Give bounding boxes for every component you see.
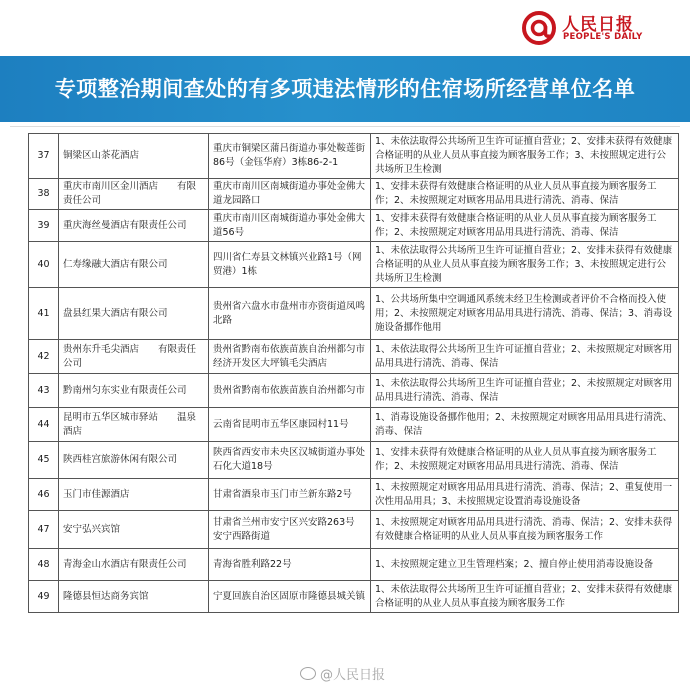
document-sheet [10, 126, 680, 691]
header-bar [0, 0, 690, 50]
row-number: 45 [29, 442, 59, 479]
row-number: 43 [29, 374, 59, 408]
row-number: 38 [29, 179, 59, 210]
brand-name-en: PEOPLE'S DAILY [563, 32, 643, 42]
row-number: 46 [29, 479, 59, 511]
page-title: 专项整治期间查处的有多项违法情形的住宿场所经营单位名单 [54, 77, 636, 101]
row-number: 40 [29, 242, 59, 288]
weibo-icon [300, 667, 316, 680]
business-name: 安宁弘兴宾馆 [59, 511, 209, 549]
table-row [29, 242, 679, 288]
business-name: 贵州东升毛尖酒店 有限责任公司 [59, 340, 209, 374]
table-row [29, 374, 679, 408]
business-address: 陕西省西安市未央区汉城街道办事处石化大道18号 [209, 442, 371, 479]
table-row [29, 511, 679, 549]
violations-text: 1、未依法取得公共场所卫生许可证擅自营业；2、安排未获得有效健康合格证明的从业人员从事直接为顾客服务工作；3、未按照规定进行公共场所卫生检测 [371, 242, 679, 288]
table-row [29, 340, 679, 374]
violations-text: 1、安排未获得有效健康合格证明的从业人员从事直接为顾客服务工作；2、未按照规定对顾客用品用具进行清洗、消毒、保洁 [371, 442, 679, 479]
table-row [29, 408, 679, 442]
business-name: 仁寿缘融大酒店有限公司 [59, 242, 209, 288]
brand-name-cn: 人民日报 [562, 15, 634, 35]
business-address: 甘肃省酒泉市玉门市兰新东路2号 [209, 479, 371, 511]
business-address: 宁夏回族自治区固原市隆德县城关镇 [209, 581, 371, 613]
violations-text: 1、未按照规定建立卫生管理档案；2、擅自停止使用消毒设施设备 [371, 549, 679, 581]
business-name: 重庆海丝曼酒店有限责任公司 [59, 210, 209, 242]
violations-text: 1、安排未获得有效健康合格证明的从业人员从事直接为顾客服务工作；2、未按照规定对顾客用品用具进行清洗、消毒、保洁 [371, 210, 679, 242]
table-row [29, 134, 679, 179]
business-address: 甘肃省兰州市安宁区兴安路263号 安宁西路街道 [209, 511, 371, 549]
business-address: 贵州省六盘水市盘州市亦资街道凤鸣北路 [209, 288, 371, 340]
watermark-text: @人民日报 [320, 668, 386, 683]
business-name: 昆明市五华区城市驿站 温泉酒店 [59, 408, 209, 442]
business-name: 玉门市佳源酒店 [59, 479, 209, 511]
business-address: 四川省仁寿县文林镇兴业路1号（网贸港）1栋 [209, 242, 371, 288]
business-name: 铜梁区山茶花酒店 [59, 134, 209, 179]
violations-text: 1、未依法取得公共场所卫生许可证擅自营业；2、安排未获得有效健康合格证明的从业人员从事直接为顾客服务工作 [371, 581, 679, 613]
row-number: 49 [29, 581, 59, 613]
business-name: 青海金山水酒店有限责任公司 [59, 549, 209, 581]
row-number: 48 [29, 549, 59, 581]
business-address: 青海省胜利路22号 [209, 549, 371, 581]
violations-text: 1、未依法取得公共场所卫生许可证擅自营业；2、未按照规定对顾客用品用具进行清洗、消毒、保洁 [371, 340, 679, 374]
business-name: 黔南州匀东实业有限责任公司 [59, 374, 209, 408]
table-row [29, 442, 679, 479]
people-daily-logo-icon [522, 10, 558, 46]
row-number: 42 [29, 340, 59, 374]
row-number: 47 [29, 511, 59, 549]
table-row [29, 479, 679, 511]
table-row [29, 179, 679, 210]
violations-text: 1、未依法取得公共场所卫生许可证擅自营业；2、未按照规定对顾客用品用具进行清洗、消毒、保洁 [371, 374, 679, 408]
business-name: 重庆市南川区金川酒店 有限责任公司 [59, 179, 209, 210]
violations-text: 1、消毒设施设备挪作他用；2、未按照规定对顾客用品用具进行清洗、消毒、保洁 [371, 408, 679, 442]
brand-logo[interactable] [522, 8, 672, 48]
business-address: 云南省昆明市五华区康园村11号 [209, 408, 371, 442]
row-number: 37 [29, 134, 59, 179]
table-row [29, 210, 679, 242]
business-name: 隆德县恒达商务宾馆 [59, 581, 209, 613]
table-row [29, 288, 679, 340]
table-row [29, 581, 679, 613]
violations-text: 1、未依法取得公共场所卫生许可证擅自营业；2、安排未获得有效健康合格证明的从业人员从事直接为顾客服务工作；3、未按照规定进行公共场所卫生检测 [371, 134, 679, 179]
business-address: 贵州省黔南布依族苗族自治州都匀市 [209, 374, 371, 408]
watermark [300, 664, 385, 683]
row-number: 41 [29, 288, 59, 340]
violation-table [28, 133, 679, 613]
row-number: 44 [29, 408, 59, 442]
business-name: 盘县红果大酒店有限公司 [59, 288, 209, 340]
table-row [29, 549, 679, 581]
title-banner [0, 56, 690, 122]
violations-text: 1、公共场所集中空调通风系统未经卫生检测或者评价不合格而投入使用；2、未按照规定对顾客用品用具进行清洗、消毒、保洁；3、消毒设施设备挪作他用 [371, 288, 679, 340]
business-address: 重庆市南川区南城街道办事处金佛大道龙园路口 [209, 179, 371, 210]
business-address: 重庆市铜梁区蒲吕街道办事处鞍莲街86号（金钰华府）3栋86-2-1 [209, 134, 371, 179]
violations-text: 1、安排未获得有效健康合格证明的从业人员从事直接为顾客服务工作；2、未按照规定对顾客用品用具进行清洗、消毒、保洁 [371, 179, 679, 210]
business-address: 贵州省黔南布依族苗族自治州都匀市经济开发区大坪镇毛尖酒店 [209, 340, 371, 374]
violations-text: 1、未按照规定对顾客用品用具进行清洗、消毒、保洁；2、重复使用一次性用品用具；3、未按照规定设置消毒设施设备 [371, 479, 679, 511]
business-name: 陕西桂宫旅游休闲有限公司 [59, 442, 209, 479]
violations-text: 1、未按照规定对顾客用品用具进行清洗、消毒、保洁；2、安排未获得有效健康合格证明的从业人员从事直接为顾客服务工作 [371, 511, 679, 549]
row-number: 39 [29, 210, 59, 242]
business-address: 重庆市南川区南城街道办事处金佛大道56号 [209, 210, 371, 242]
